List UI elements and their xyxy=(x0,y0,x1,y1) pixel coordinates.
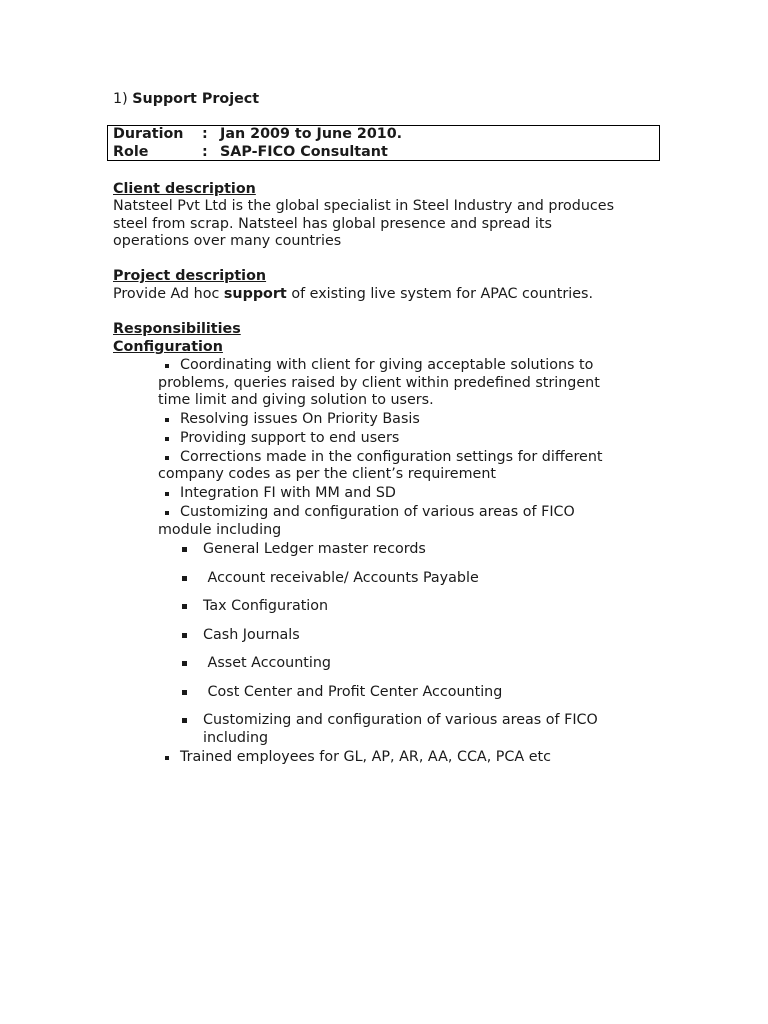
bullet-line: company codes as per the client’s requirement xyxy=(158,466,496,482)
bullet-line: Integration FI with MM and SD xyxy=(180,485,396,501)
sub-bullet-square-icon xyxy=(182,604,187,609)
section-number: 1) xyxy=(113,91,128,107)
sub-bullet-square-icon xyxy=(182,661,187,666)
bullet-line: Trained employees for GL, AP, AR, AA, CCA, PCA etc xyxy=(180,749,551,765)
project-text-before: Provide Ad hoc xyxy=(113,286,224,302)
sub-item: including xyxy=(203,730,269,746)
responsibilities-heading: Responsibilities xyxy=(113,321,241,337)
sub-item: Tax Configuration xyxy=(203,598,329,614)
sub-item: Cost Center and Profit Center Accounting xyxy=(203,684,503,700)
project-text xyxy=(113,285,593,303)
bullet-square-icon xyxy=(165,364,169,368)
role-label: Role xyxy=(113,144,149,160)
client-line: steel from scrap. Natsteel has global presence and spread its xyxy=(113,216,552,232)
section-title xyxy=(113,90,259,108)
sub-item: Cash Journals xyxy=(203,627,300,643)
configuration-heading: Configuration xyxy=(113,339,223,355)
sub-bullet-square-icon xyxy=(182,576,187,581)
bullet-square-icon xyxy=(165,756,169,760)
bullet-square-icon xyxy=(165,418,169,422)
bullet-square-icon xyxy=(165,437,169,441)
bullet-line: Coordinating with client for giving acceptable solutions to xyxy=(180,357,594,373)
sub-item: Account receivable/ Accounts Payable xyxy=(203,570,479,586)
bullet-line: Providing support to end users xyxy=(180,430,400,446)
duration-label: Duration xyxy=(113,126,184,142)
project-text-bold: support xyxy=(223,286,287,302)
project-heading: Project description xyxy=(113,268,267,284)
sub-item: Customizing and configuration of various areas of FICO xyxy=(203,712,598,728)
duration-separator: : xyxy=(202,126,208,142)
bullet-line: Corrections made in the configuration settings for different xyxy=(180,449,603,465)
sub-item: Asset Accounting xyxy=(203,655,332,671)
sub-bullet-square-icon xyxy=(182,718,187,723)
bullet-square-icon xyxy=(165,456,169,460)
sub-bullet-square-icon xyxy=(182,547,187,552)
bullet-line: time limit and giving solution to users. xyxy=(158,392,434,408)
sub-item: General Ledger master records xyxy=(203,541,426,557)
duration-value: Jan 2009 to June 2010. xyxy=(220,126,403,142)
sub-bullet-square-icon xyxy=(182,633,187,638)
section-title-text: Support Project xyxy=(132,91,260,107)
client-line: Natsteel Pvt Ltd is the global specialist in Steel Industry and produces xyxy=(113,198,615,214)
bullet-square-icon xyxy=(165,511,169,515)
role-value: SAP-FICO Consultant xyxy=(220,144,388,160)
bullet-square-icon xyxy=(165,492,169,496)
sub-bullet-square-icon xyxy=(182,690,187,695)
bullet-line: Customizing and configuration of various areas of FICO xyxy=(180,504,575,520)
role-separator: : xyxy=(202,144,208,160)
bullet-line: Resolving issues On Priority Basis xyxy=(180,411,420,427)
client-line: operations over many countries xyxy=(113,233,342,249)
bullet-line: problems, queries raised by client within predefined stringent xyxy=(158,375,600,391)
client-heading: Client description xyxy=(113,181,256,197)
bullet-line: module including xyxy=(158,522,282,538)
project-text-after: of existing live system for APAC countries. xyxy=(286,286,594,302)
